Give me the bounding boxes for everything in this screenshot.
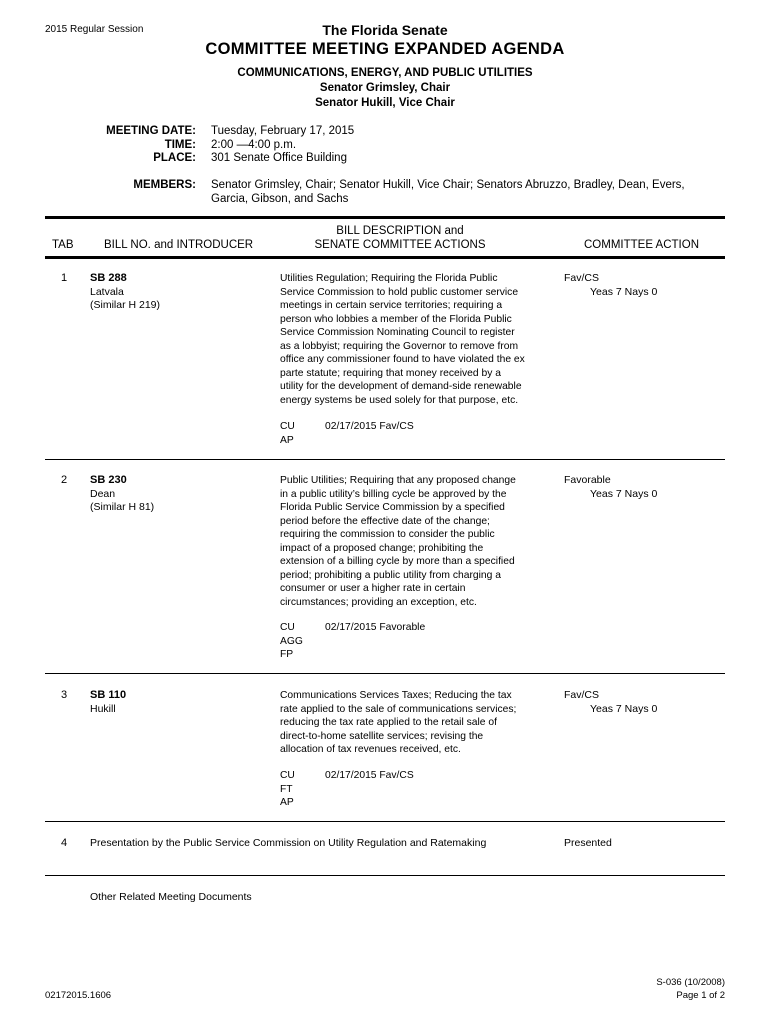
- footer-code: 02172015.1606: [45, 990, 112, 1001]
- bill-description: [280, 689, 552, 757]
- item-tab: 2: [60, 474, 68, 486]
- bill-info: [90, 689, 126, 716]
- footer-form: S-036 (10/2008): [656, 977, 725, 988]
- desc-line: person who lobbies a member of the Florida Public: [280, 313, 512, 325]
- committee-code: CU: [280, 421, 295, 432]
- bill-info: [90, 474, 154, 515]
- committee-vice-chair: Senator Hukill, Vice Chair: [315, 97, 455, 109]
- committee-references: [280, 769, 414, 810]
- meeting-time: 2:00 —4:00 p.m.: [211, 139, 297, 151]
- item-tab: 3: [60, 689, 68, 701]
- committee-references: [280, 621, 425, 662]
- desc-line: impact of a proposed change; prohibiting the: [280, 542, 484, 554]
- col-bill: BILL NO. and INTRODUCER: [104, 239, 254, 251]
- col-tab: TAB: [52, 239, 74, 251]
- desc-line: direct-to-home satellite services; revising the: [280, 730, 484, 742]
- committee-code: FP: [280, 649, 294, 660]
- table-top-rule: [45, 216, 725, 219]
- action-votes: Yeas 7 Nays 0: [590, 487, 658, 500]
- desc-line: Service Commission to hold public customer service: [280, 286, 519, 298]
- bill-similar: (Similar H 219): [90, 299, 161, 311]
- item-tab: 1: [60, 272, 68, 284]
- committee-code: AP: [280, 434, 294, 446]
- committee-code: CU: [280, 770, 295, 781]
- action-result: Fav/CS: [564, 272, 600, 284]
- desc-line: energy systems be used solely for that purpose, etc.: [280, 394, 519, 406]
- committee-action: [564, 689, 657, 716]
- desc-line: consumer or user a higher rate in certain: [280, 583, 466, 594]
- meeting-date-label: MEETING DATE:: [106, 125, 196, 137]
- bill-number: SB 110: [90, 689, 127, 701]
- action-result: Favorable: [564, 474, 611, 486]
- bill-introducer: Hukill: [90, 702, 116, 715]
- committee-action: [564, 272, 657, 299]
- desc-line: meetings in certain service territories; requiring a: [280, 300, 503, 311]
- desc-line: office any commissioner found to have violated the ex: [280, 354, 525, 365]
- row-divider: [45, 821, 725, 822]
- bill-description: [280, 474, 552, 609]
- bill-similar: (Similar H 81): [90, 501, 155, 513]
- desc-line: in a public utility’s billing cycle be approved by the: [280, 488, 507, 500]
- meeting-time-label: TIME:: [164, 139, 196, 151]
- row-divider: [45, 875, 725, 876]
- action-result: Fav/CS: [564, 689, 600, 701]
- bill-number: SB 288: [90, 272, 127, 284]
- desc-line: Communications Services Taxes; Reducing the tax: [280, 690, 512, 701]
- row-divider: [45, 459, 725, 460]
- committee-code: FT: [280, 783, 293, 795]
- session-label: 2015 Regular Session: [45, 24, 144, 35]
- committee-action: [564, 474, 657, 501]
- action-votes: Yeas 7 Nays 0: [590, 285, 658, 298]
- committee-code: AGG: [280, 635, 303, 647]
- row-divider: [45, 673, 725, 674]
- desc-line: period before the effective date of the change;: [280, 515, 490, 527]
- bill-number: SB 230: [90, 474, 127, 486]
- presentation-text: Presentation by the Public Service Commission on Utility Regulation and Ratemaking: [90, 837, 487, 849]
- col-action: COMMITTEE ACTION: [584, 239, 699, 251]
- bill-description: [280, 272, 552, 407]
- committee-references: [280, 420, 414, 447]
- desc-line: period; prohibiting a public utility from charging a: [280, 569, 501, 581]
- committee-name: COMMUNICATIONS, ENERGY, AND PUBLIC UTILITIES: [237, 67, 533, 79]
- desc-line: requiring the commission to consider the public: [280, 529, 495, 540]
- committee-code: AP: [280, 797, 294, 808]
- bill-introducer: Latvala: [90, 285, 124, 298]
- page-title: COMMITTEE MEETING EXPANDED AGENDA: [205, 40, 565, 58]
- meeting-place: 301 Senate Office Building: [211, 152, 347, 164]
- senate-name: The Florida Senate: [322, 22, 448, 38]
- desc-line: utility for the development of demand-side renewable: [280, 381, 522, 392]
- desc-line: Public Utilities; Requiring that any proposed change: [280, 475, 516, 486]
- committee-note: 02/17/2015 Fav/CS: [325, 421, 414, 432]
- table-header-rule: [45, 256, 725, 259]
- committee-note: 02/17/2015 Favorable: [325, 622, 426, 633]
- action-result: Presented: [564, 837, 612, 849]
- bill-introducer: Dean: [90, 487, 116, 500]
- col-desc-line-1: BILL DESCRIPTION and: [336, 225, 464, 237]
- desc-line: Utilities Regulation; Requiring the Florida Public: [280, 273, 498, 284]
- desc-line: rate applied to the sale of communications services;: [280, 703, 517, 715]
- desc-line: parte statute; requiring that money received by a: [280, 367, 501, 379]
- committee-chair: Senator Grimsley, Chair: [319, 82, 451, 94]
- desc-line: Florida Public Service Commission by a specified: [280, 502, 505, 513]
- col-desc-line-2: SENATE COMMITTEE ACTIONS: [314, 239, 486, 251]
- committee-code: CU: [280, 622, 295, 633]
- meeting-place-label: PLACE:: [153, 152, 196, 164]
- members-label: MEMBERS:: [133, 179, 196, 191]
- desc-line: Service Commission Nominating Council to register: [280, 327, 515, 338]
- committee-note: 02/17/2015 Fav/CS: [325, 770, 414, 781]
- footer-page: Page 1 of 2: [676, 990, 725, 1001]
- meeting-date: Tuesday, February 17, 2015: [211, 125, 355, 137]
- action-votes: Yeas 7 Nays 0: [590, 702, 658, 715]
- other-documents-link[interactable]: Other Related Meeting Documents: [90, 891, 252, 903]
- members-line-2: Garcia, Gibson, and Sachs: [211, 193, 349, 205]
- desc-line: circumstances; providing an exception, etc.: [280, 596, 477, 608]
- footer-meta: [656, 976, 725, 1002]
- desc-line: allocation of tax revenues received, etc.: [280, 744, 461, 755]
- desc-line: extension of a billing cycle by more than a specified: [280, 556, 515, 567]
- item-tab: 4: [60, 837, 68, 849]
- members-line-1: Senator Grimsley, Chair; Senator Hukill, Vice Chair; Senators Abruzzo, Bradley, Dean, Evers,: [211, 179, 685, 191]
- desc-line: as a lobbyist; requiring the Governor to remove from: [280, 340, 519, 352]
- desc-line: reducing the tax rate applied to the retail sale of: [280, 717, 497, 728]
- bill-info: [90, 272, 160, 313]
